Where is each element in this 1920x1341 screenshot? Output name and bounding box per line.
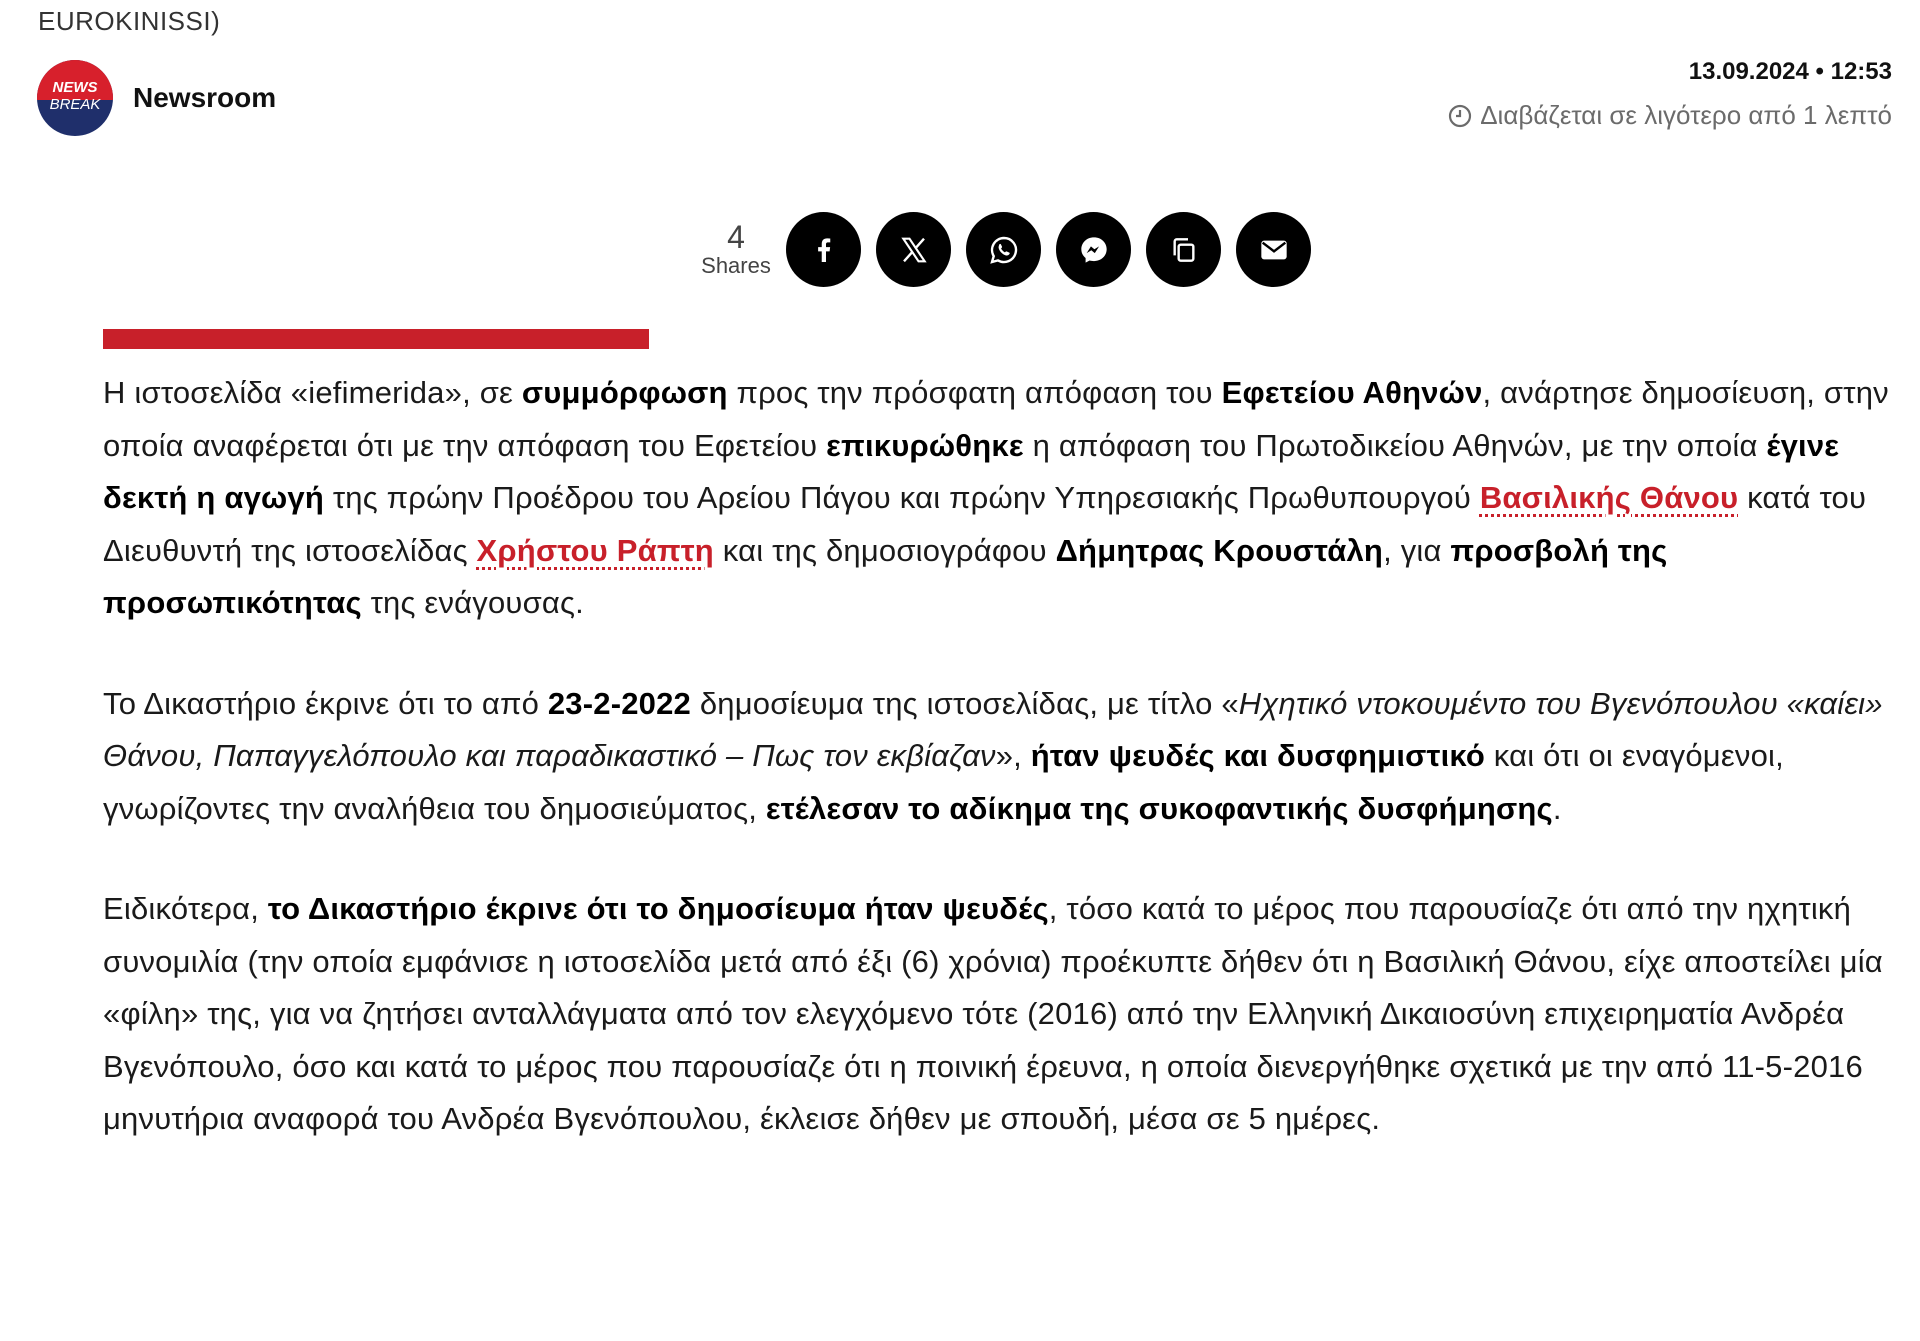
text: της πρώην Προέδρου του Αρείου Πάγου και πρώην Υπηρεσιακής Πρωθυπουργού [324, 480, 1480, 515]
email-icon [1258, 234, 1290, 266]
paragraph-3 [103, 883, 1893, 1146]
author-block[interactable] [37, 60, 276, 136]
logo-text-bottom: BREAK [49, 96, 101, 113]
article-meta [1448, 58, 1892, 131]
photo-credit: EUROKINISSI) [38, 6, 221, 36]
publish-datetime: 13.09.2024 • 12:53 [1688, 58, 1892, 85]
text: δημοσίευμα της ιστοσελίδας, με τίτλο « [691, 685, 1239, 721]
whatsapp-icon [988, 234, 1020, 266]
newsbreak-logo[interactable] [37, 60, 113, 136]
bold-text: επικυρώθηκε [826, 427, 1024, 463]
read-time-text: Διαβάζεται σε λιγότερο από 1 λεπτό [1480, 100, 1892, 130]
text: κατά του Διευθυντή της ιστοσελίδας [103, 480, 1867, 568]
read-time [1448, 100, 1892, 131]
share-copy-link-button[interactable] [1146, 212, 1221, 287]
bold-text: ετέλεσαν το αδίκημα της συκοφαντικής δυσφήμησης [765, 790, 1553, 826]
share-x-button[interactable] [876, 212, 951, 287]
text: Το Δικαστήριο έκρινε ότι το από [103, 685, 548, 721]
share-bar [700, 212, 1326, 287]
text: , ανάρτησε δημοσίευση, στην οποία αναφέρεται ότι με την απόφαση του Εφετείου [103, 375, 1889, 463]
text: Ειδικότερα, [103, 891, 268, 926]
paragraph-1 [103, 367, 1893, 630]
text: και ότι οι εναγόμενοι, γνωρίζοντες την αναλήθεια του δημοσιεύματος, [103, 738, 1784, 826]
text: , τόσο κατά το μέρος που παρουσίαζε ότι από την ηχητική συνομιλία (την οποία εμφάνισε η ιστοσελίδα μετά από έξι (6) χρόνια) προέκυπτε δήθεν ότι η Βασιλική Θάνου, είχε αποστείλει μία «φίλη» της, για να ζητήσει ανταλλάγματα από τον ελεγχόμενο τότε (2016) από την Ελληνική Δικαιοσύνη επιχειρηματία Ανδρέα Βγενόπουλο, όσο και κατά το μέρος που παρουσίαζε ότι η ποινική έρευνα, η οποία διενεργήθηκε σχετικά με την από 11-5-2016 μηνυτήρια αναφορά του Ανδρέα Βγενόπουλου, έκλεισε δήθεν με σπουδή, μέσα σε 5 ημέρες. [103, 891, 1883, 1136]
bold-text: το Δικαστήριο έκρινε ότι το δημοσίευμα ήταν ψευδές [267, 891, 1049, 926]
person-link-thanou[interactable]: Βασιλικής Θάνου [1479, 480, 1739, 515]
share-count-number: 4 [727, 218, 745, 255]
italic-title: Ηχητικό ντοκουμέντο του Βγενόπουλου «καίει» Θάνου, Παπαγγελόπουλο και παραδικαστικό – Πως τον εκβίαζαν [103, 685, 1883, 773]
article-divider-bar [103, 329, 649, 349]
x-icon [898, 234, 930, 266]
bold-text: προσβολή της προσωπικότητας [103, 532, 1668, 620]
text: της ενάγουσας. [361, 585, 584, 620]
bold-text: Δήμητρας Κρουστάλη [1055, 532, 1384, 568]
bold-text: 23-2-2022 [547, 685, 691, 721]
bold-text: Εφετείου Αθηνών [1221, 375, 1483, 410]
paragraph-2 [103, 678, 1893, 836]
facebook-icon [808, 234, 840, 266]
text: », [995, 738, 1031, 773]
text: Η ιστοσελίδα «iefimerida», σε [103, 375, 522, 410]
article-body [103, 367, 1893, 1194]
text: . [1552, 790, 1562, 826]
person-link-raptis[interactable]: Χρήστου Ράπτη [476, 532, 714, 568]
author-name-link[interactable]: Newsroom [133, 82, 277, 113]
bold-text: συμμόρφωση [521, 375, 728, 410]
messenger-icon [1078, 234, 1110, 266]
share-whatsapp-button[interactable] [966, 212, 1041, 287]
share-facebook-button[interactable] [786, 212, 861, 287]
logo-text-top: NEWS [52, 79, 98, 96]
share-count-label: Shares [701, 252, 771, 278]
share-email-button[interactable] [1236, 212, 1311, 287]
text: προς την πρόσφατη απόφαση του [727, 375, 1222, 410]
clock-icon [1448, 104, 1472, 128]
text: και της δημοσιογράφου [713, 532, 1056, 568]
copy-icon [1168, 234, 1200, 266]
text: η απόφαση του Πρωτοδικείου Αθηνών, με την οποία [1023, 427, 1767, 463]
bold-text: ήταν ψευδές και δυσφημιστικό [1030, 738, 1485, 773]
share-count [700, 218, 772, 279]
bold-text: έγινε δεκτή η αγωγή [103, 427, 1840, 515]
share-messenger-button[interactable] [1056, 212, 1131, 287]
text: , για [1383, 532, 1451, 568]
